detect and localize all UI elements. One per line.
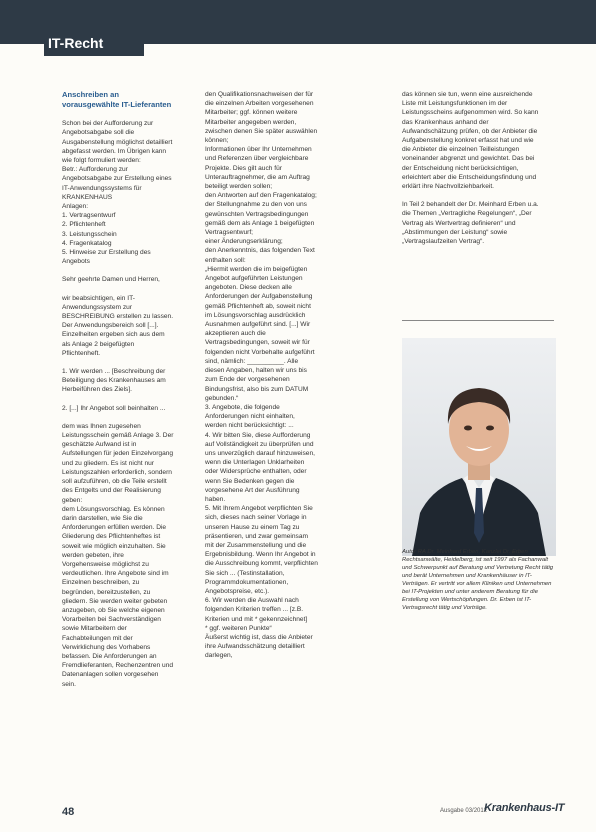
paragraph: Anlagen: — [62, 203, 89, 211]
paragraph: Betr.: Aufforderung zur Angebotsabgabe zur Erstellung eines IT-Anwendungssystems für KRANKENHAUS — [62, 166, 172, 201]
paragraph-gap — [62, 266, 174, 275]
paragraph: wir beabsichtigen, ein IT-Anwendungssystem zur BESCHREIBUNG erstellen zu lassen. Der Anwendungsbereich soll [...]. Einzelheiten ergeben sich aus dem als Anlage 2 beigefügten Pflichtenheft. — [62, 294, 174, 357]
photo-caption: Autor RA Dr. Meinhard Erben, Kanzlei Dr. Erben Rechtsanwälte, Heidelberg, ist seit 1997 als Fachanwalt und Schwerpunkt auf Beratung und Vertretung Recht tätig und berät Unternehmen und Krankenhäuser in IT-Verträgen. Er vertritt vor allem Kliniken und Unternehmen bei IT-Projekten und unter anderem Beratung für die Erstellung von Wertschöpfungen. Dr. Erben ist IT-Vertragsrecht tätig und Vorträge. — [402, 549, 554, 611]
author-photo — [402, 338, 556, 556]
paragraph: den Qualifikationsnachweisen der für die einzelnen Arbeiten vorgesehenen Mitarbeiter; ggf. können weitere Mitarbeiter angegeben werden, zwischen denen Sie später auswählen können; — [205, 91, 318, 145]
column-2-body — [205, 90, 318, 661]
paragraph: 4. Wir bitten Sie, diese Aufforderung auf Vollständigkeit zu überprüfen und uns unverzüglich darauf hinzuweisen, wenn die Unterlagen Unklarheiten oder Widersprüche enthalten, oder wenn Sie Bedenken gegen die vorgesehene Art der Ausführung haben. — [205, 431, 315, 503]
paragraph: 1. Wir werden ... [Beschreibung der Beteiligung des Krankenhauses am Herbeiführen des Ziels]. — [62, 368, 166, 394]
column-1-body — [62, 119, 174, 689]
paragraph: „Hiermit werden die im beigefügten Angebot aufgeführten Leistungen angeboten. Diese decken alle Anforderungen der Aufgabenstellung gemäß Pflichtenheft ab, soweit nicht im Lösungsvorschlag ausdrücklich Ausnahmen aufgeführt sind. [...] Wir akzeptieren auch die Vertragsbedingungen, soweit wir für folgenden nicht Vorbehalte aufgeführt sind, nämlich: __________. Alle diesen Angaben, halten wir uns bis zum Ende der vorgesehenen Bindungsfrist, also bis zum DATUM gebunden.“ — [205, 265, 315, 402]
paragraph: * ggf. weiteren Punkte“ — [205, 624, 272, 632]
paragraph: dem was Ihnen zugesehen Leistungsschein gemäß Anlage 3. Der geschätzte Aufwand ist in Aufstellungen für jeden Einzelvorgang und zu gliedern. Es ist nicht nur Leistungszahlen erforderlich, sondern soll aufzuführen, ob die Teile erstellt des Entgelts und der Realisierung geben: — [62, 422, 174, 504]
divider-rule — [402, 320, 554, 321]
paragraph: Informationen über Ihr Unternehmen und Referenzen über vergleichbare Projekte. Dies gilt auch für Unterauftragnehmer, die am Auftrag beteiligt werden sollen; — [205, 146, 312, 191]
paragraph: einer Änderungserklärung; — [205, 238, 283, 246]
paragraph: In Teil 2 behandelt der Dr. Meinhard Erben u.a. die Themen „Vertragliche Regelungen“, „Der Vertrag als Wertvertrag definieren“ und „Abstimmungen der Leistung“ sowie „Vertragslaufzeiten Vertrag“. — [402, 201, 539, 246]
paragraph: 1. Vertragsentwurf — [62, 212, 116, 220]
paragraph: Schon bei der Aufforderung zur Angebotsabgabe soll die Ausgabenstellung möglichst detailliert abgefasst werden. Im Übrigen kann wie folgt formuliert werden: — [62, 120, 173, 164]
paragraph: 3. Angebote, die folgende Anforderungen nicht einhalten, werden nicht berücksichtigt: ... — [205, 403, 295, 430]
paragraph: den Antworten auf den Fragenkatalog; — [205, 192, 317, 200]
paragraph: 3. Leistungsschein — [62, 230, 117, 238]
section-header — [0, 0, 596, 56]
article-heading: Anschreiben an vorausgewählte IT-Lieferanten — [62, 90, 172, 109]
paragraph: Sehr geehrte Damen und Herren, — [62, 276, 160, 284]
paragraph: 6. Wir werden die Auswahl nach folgenden Kriterien treffen ... [z.B. Kriterien und mit * gekennzeichnet] — [205, 597, 308, 623]
paragraph: 5. Mit Ihrem Angebot verpflichten Sie sich, dieses nach seiner Vorlage in unseren Hause zu einem Tag zu präsentieren, und zwar gemeinsam mit der Zusammenstellung und die Ergebnisbildung. Wenn Ihr Angebot in die Ausschreibung kommt, verpflichten Sie sich ... (Testinstallation, Programmdokumentationen, Angebotspreise, etc.). — [205, 505, 318, 595]
paragraph-gap — [402, 191, 542, 200]
paragraph-gap — [62, 413, 174, 422]
paragraph: 5. Hinweise zur Erstellung des Angebots — [62, 249, 151, 266]
paragraph: Äußerst wichtig ist, dass die Anbieter ihre Aufwandsschätzung detailliert darlegen, — [205, 633, 313, 660]
paragraph: der Stellungnahme zu den von uns gewünschten Vertragsbedingungen gemäß dem als Anlage 1 beigefügten Vertragsentwurf; — [205, 201, 315, 237]
paragraph-gap — [62, 358, 174, 367]
paragraph-gap — [62, 285, 174, 294]
magazine-logo: Krankenhaus-IT — [484, 802, 565, 814]
paragraph-gap — [62, 395, 174, 404]
page-number: 48 — [62, 806, 75, 818]
section-title: IT-Recht — [48, 35, 104, 51]
paragraph: den Anerkenntnis, das folgenden Text enthalten soll: — [205, 247, 315, 264]
column-3 — [402, 90, 542, 246]
paragraph: das können sie tun, wenn eine ausreichende Liste mit Leistungsfunktionen im der Leistungsscheins aufgenommen wird. So kann das Krankenhaus anhand der Aufwandschätzung prüfen, ob der Anbieter die Aufgabenstellung konkret erfasst hat und wie die Anbieter die einzelnen Teilleistungen voneinander abgrenzt und gewichtet. Das bei der Entscheidung nicht berücksichtigen, erleichtert aber die Entscheidungsfindung und erklärt ihre Nachvollziehbarkeit. — [402, 91, 539, 191]
paragraph: 2. [...] Ihr Angebot soll beinhalten ... — [62, 404, 166, 412]
column-3-body — [402, 90, 542, 246]
paragraph: dem Lösungsvorschlag. Es können darin darstellen, wie Sie die Anforderungen erfüllen werden. Die Gliederung des Pflichtenheftes ist soweit wie möglich einzuhalten. Sie werden gebeten, ihre Vorgehensweise möglichst zu verdeutlichen. Ihre Angebote sind im Einzelnen beschreiben, zu begründen, bereitzustellen, zu gliedern. Sie werden weiter gebeten anzugeben, ob Sie welche eigenen Vorarbeiten bei Sachverständigen sowie Mitarbeitern der Fachabteilungen mit der Verwirklichung des Vorhabens befassen. Die Anforderungen an Fremdlieferanten, Rechenzentren und Datenanlagen sollen vorgesehen sein. — [62, 505, 174, 688]
column-1 — [62, 90, 174, 689]
paragraph: 2. Pflichtenheft — [62, 221, 106, 229]
column-2 — [205, 90, 318, 661]
paragraph: 4. Fragenkatalog — [62, 239, 112, 247]
issue-label: Ausgabe 03/2012 — [440, 808, 488, 814]
